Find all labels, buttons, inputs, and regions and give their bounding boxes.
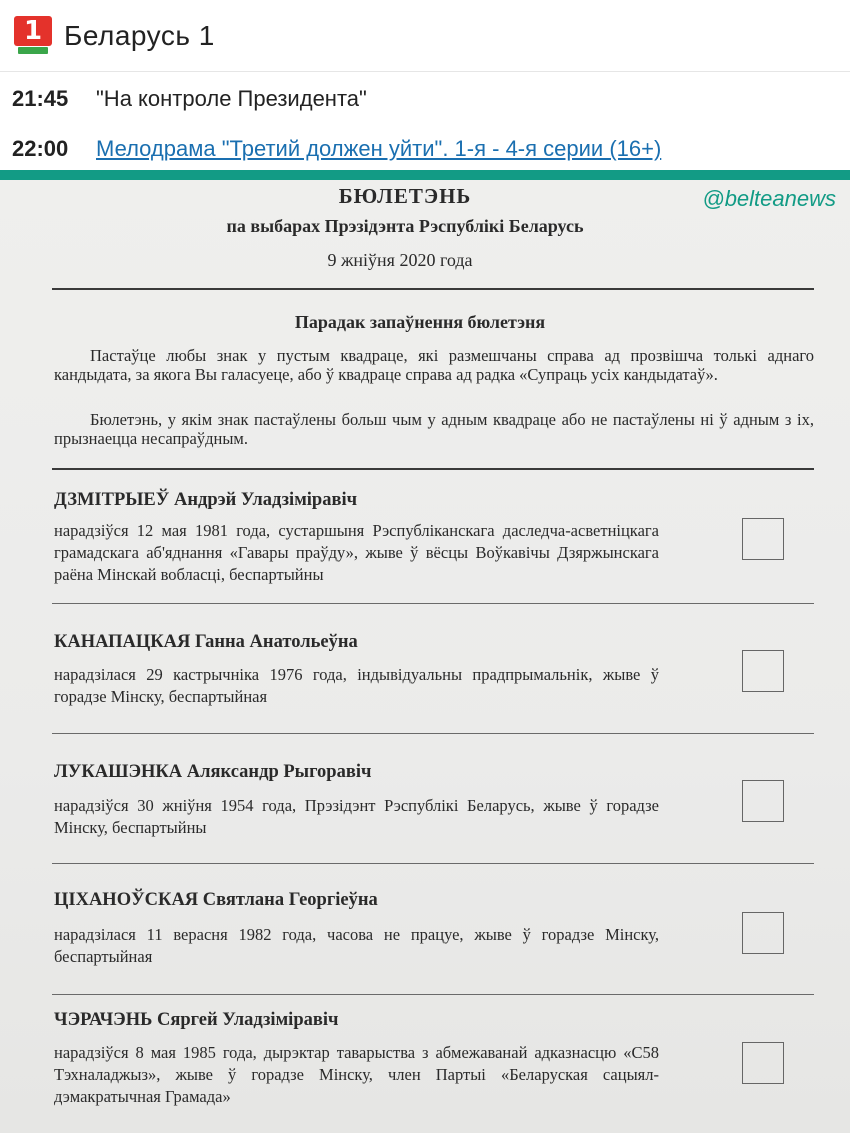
candidate-description: нарадзілася 11 верасня 1982 года, часова не працуе, жыве ў горадзе Мінску, беспартыйная — [54, 925, 659, 966]
candidate-surname: ЧЭРАЧЭНЬ — [54, 1010, 153, 1030]
divider — [52, 863, 814, 864]
candidate-given-name: Сяргей Уладзіміравіч — [156, 1010, 339, 1030]
procedure-title: Парадак запаўнення бюлетэня — [294, 312, 546, 332]
candidate-surname: КАНАПАЦКАЯ — [54, 632, 191, 652]
ballot-photo — [0, 180, 850, 1133]
divider — [52, 733, 814, 734]
instruction-paragraph: Бюлетэнь, у якім знак пастаўлены больш чым у адным квадраце або не пастаўлены ні ў адным з іх, прызнаецца несапраўдным. — [54, 410, 814, 448]
candidate-surname: ЦІХАНОЎСКАЯ — [54, 890, 199, 910]
schedule-row — [0, 74, 850, 124]
watermark: @belteanews — [702, 186, 836, 211]
schedule-time: 22:00 — [12, 136, 69, 161]
candidate-given-name: Аляксандр Рыгоравіч — [186, 762, 372, 782]
candidate-surname: ДЗМІТРЫЕЎ — [54, 490, 170, 510]
schedule-time: 21:45 — [12, 86, 69, 111]
divider — [52, 288, 814, 290]
divider — [52, 468, 814, 470]
candidate-name — [54, 890, 378, 911]
ballot-date: 9 жніўня 2020 года — [327, 250, 473, 270]
tv-header — [0, 0, 850, 72]
divider — [52, 994, 814, 995]
divider — [52, 603, 814, 604]
candidate-given-name: Андрэй Уладзіміравіч — [173, 490, 358, 510]
ballot-title: БЮЛЕТЭНЬ — [338, 184, 472, 208]
candidate-given-name: Ганна Анатольеўна — [194, 632, 358, 652]
accent-divider — [0, 170, 850, 180]
ballot-subtitle: па выбарах Прэзідэнта Рэспублікі Беларусь — [226, 216, 584, 236]
candidate-given-name: Святлана Георгіеўна — [202, 890, 378, 910]
candidate-name — [54, 1010, 338, 1031]
candidate-surname: ЛУКАШЭНКА — [54, 762, 183, 782]
candidate-description: нарадзіўся 30 жніўня 1954 года, Прэзідэнт Рэспублікі Беларусь, жыве ў горадзе Мінску, беспартыйны — [54, 796, 659, 837]
candidate-name — [54, 632, 358, 653]
schedule-row[interactable] — [0, 124, 850, 174]
vote-checkbox[interactable] — [742, 912, 784, 954]
candidate-name — [54, 762, 371, 783]
channel-name: Беларусь 1 — [64, 19, 215, 51]
vote-checkbox[interactable] — [742, 780, 784, 822]
vote-checkbox[interactable] — [742, 650, 784, 692]
candidate-description: нарадзіўся 8 мая 1985 года, дырэктар таварыства з абмежаванай адказнасцю «С58 Тэхналаджыз», жыве ў горадзе Мінску, член Партыі «Беларуская сацыял-дэмакратычная Грамада» — [54, 1043, 659, 1106]
vote-checkbox[interactable] — [742, 518, 784, 560]
instruction-paragraph: Пастаўце любы знак у пустым квадраце, які размешчаны справа ад прозвішча толькі аднаго кандыдата, за якога Вы галасуеце, або ў квадраце справа ад радка «Супраць усіх кандыдатаў». — [54, 346, 814, 384]
vote-checkbox[interactable] — [742, 1042, 784, 1084]
schedule-title: "На контроле Президента" — [96, 86, 367, 111]
candidate-name — [54, 490, 357, 511]
candidate-description: нарадзілася 29 кастрычніка 1976 года, індывідуальны прадпрымальнік, жыве ў горадзе Мінску, беспартыйная — [54, 665, 659, 706]
candidate-description: нарадзіўся 12 мая 1981 года, сустаршыня Рэспубліканскага даследча-асветніцкага грамадскага аб'яднання «Гавары праўду», жыве ў вёсцы Воўкавічы Дзяржынскага раёна Мінскай вобласці, беспартыйны — [54, 521, 659, 584]
belarus1-logo: 1 — [14, 16, 52, 56]
schedule-title-link[interactable]: Мелодрама "Третий должен уйти". 1-я - 4-я серии (16+) — [96, 136, 662, 161]
